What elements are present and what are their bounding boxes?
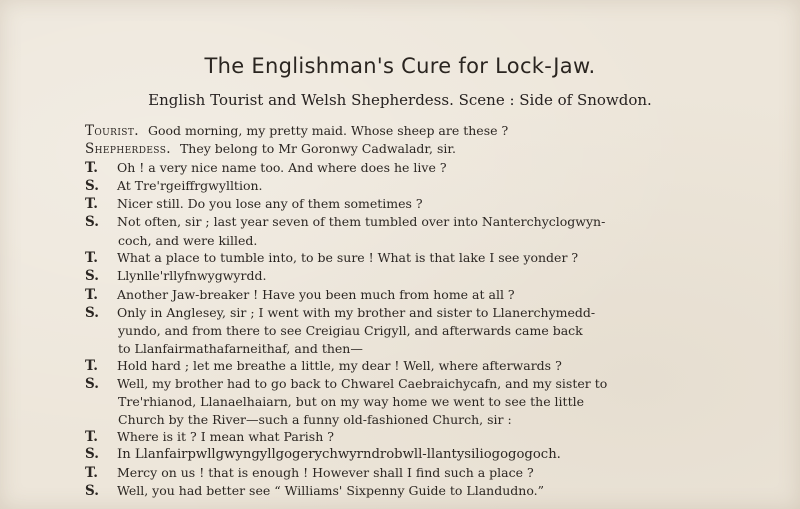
speaker-label: S.	[85, 376, 99, 393]
dialogue-text: Well, my brother had to go back to Chwarel Caebraichycafn, and my sister to	[117, 376, 608, 392]
dialogue-text: Where is it ? I mean what Parish ?	[117, 429, 334, 445]
card-title: The Englishman's Cure for Lock-Jaw.	[204, 54, 596, 78]
dialogue-line	[85, 213, 725, 231]
dialogue-text: Oh ! a very nice name too. And where does he live ?	[117, 159, 447, 175]
dialogue-line	[85, 286, 725, 304]
dialogue-text: Good morning, my pretty maid. Whose sheep are these ?	[147, 123, 509, 138]
speaker-label: T.	[85, 286, 99, 303]
speaker-label: S.	[85, 268, 99, 285]
dialogue-text: At Tre'rgeiffrgwylltion.	[117, 177, 263, 193]
dialogue-line	[85, 140, 725, 158]
speaker-label: T.	[85, 250, 99, 267]
dialogue-text: Hold hard ; let me breathe a little, my dear ! Well, where afterwards ?	[117, 357, 562, 373]
dialogue-text: Mercy on us ! that is enough ! However shall I find such a place ?	[117, 464, 534, 480]
dialogue-text: What a place to tumble into, to be sure ! What is that lake I see yonder ?	[117, 250, 579, 266]
speaker-label: T.	[85, 159, 99, 176]
dialogue-line	[85, 357, 725, 375]
speaker-label: T.	[85, 464, 99, 481]
speaker-label: S.	[85, 304, 99, 321]
dialogue-line	[85, 482, 725, 500]
dialogue-text: Not often, sir ; last year seven of them tumbled over into Nanterchyclogwyn-	[117, 214, 606, 230]
dialogue-line	[85, 195, 725, 213]
dialogue-line	[85, 159, 725, 177]
dialogue-continuation: coch, and were killed.	[118, 232, 258, 248]
dialogue-line	[85, 267, 725, 285]
speaker-label: T.	[85, 196, 99, 213]
speaker-label: T.	[85, 357, 99, 374]
dialogue-text: They belong to Mr Goronwy Cadwaladr, sir.	[179, 141, 456, 157]
dialogue-continuation: to Llanfairmathafarneithaf, and then—	[118, 340, 363, 356]
speaker-label: S.	[85, 177, 99, 194]
dialogue-text: In Llanfairpwllgwyngyllgogerychwyrndrobwll-llantysiliogogogoch.	[117, 447, 561, 463]
speaker-label: T.	[85, 429, 99, 446]
dialogue-line	[85, 122, 725, 140]
dialogue-text: Another Jaw-breaker ! Have you been much from home at all ?	[117, 286, 515, 302]
dialogue-line	[85, 177, 725, 195]
dialogue-line	[85, 464, 725, 482]
speaker-label: S.	[85, 446, 99, 463]
dialogue-text: Only in Anglesey, sir ; I went with my brother and sister to Llanerchymedd-	[117, 304, 596, 320]
dialogue-continuation: yundo, and from there to see Creigiau Crigyll, and afterwards came back	[118, 323, 583, 339]
dialogue-line	[85, 446, 725, 463]
dialogue-text: Well, you had better see “ Williams' Sixpenny Guide to Llandudno.”	[117, 482, 544, 498]
speaker-label: Tourist.	[85, 123, 139, 139]
dialogue-continuation: Tre'rhianod, Llanaelhaiarn, but on my way home we went to see the little	[118, 394, 584, 410]
speaker-label: Shepherdess.	[85, 141, 171, 158]
speaker-label: S.	[85, 482, 99, 499]
dialogue-text: Llynlle'rllyfnwygwyrdd.	[117, 268, 267, 284]
dialogue-line	[85, 375, 725, 393]
dialogue-text: Nicer still. Do you lose any of them sometimes ?	[117, 196, 423, 212]
dialogue	[85, 122, 725, 500]
card-subtitle: English Tourist and Welsh Shepherdess. Scene : Side of Snowdon.	[148, 91, 652, 109]
dialogue-line	[85, 428, 725, 446]
dialogue-line	[85, 249, 725, 267]
speaker-label: S.	[85, 214, 99, 231]
dialogue-continuation: Church by the River—such a funny old-fashioned Church, sir :	[118, 411, 512, 427]
dialogue-line	[85, 304, 725, 322]
